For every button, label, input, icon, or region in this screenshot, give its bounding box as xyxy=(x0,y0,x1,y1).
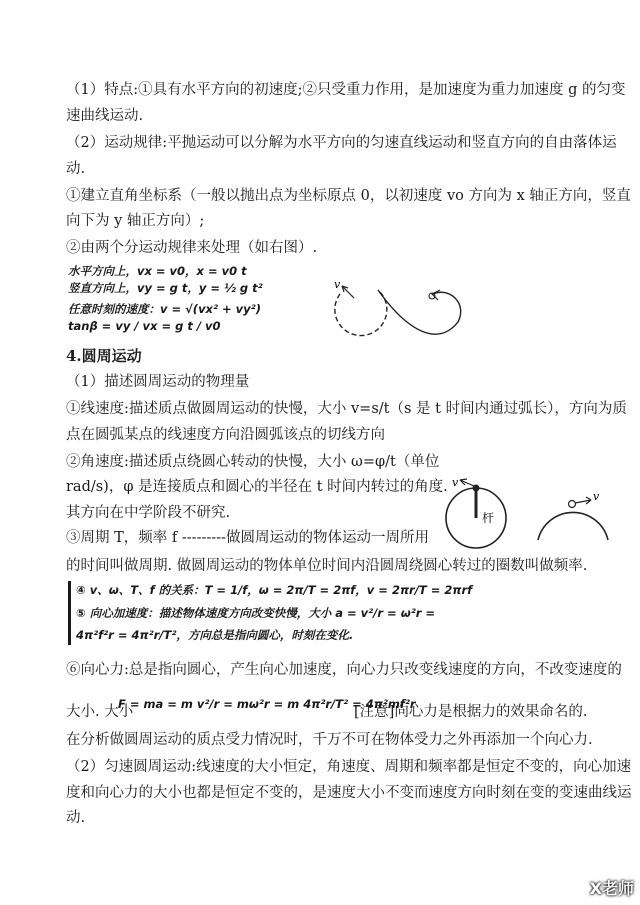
formula-vertical: 竖直方向上，vy = g t，y = ½ g t² xyxy=(68,281,263,295)
text-p3a: ①建立直角坐标系（一般以抛出点为坐标原点 0，以初速度 vo 方向为 x 轴正方向，竖直 xyxy=(66,188,631,204)
arc-velocity-label: v xyxy=(593,490,600,503)
pole-velocity-arrow-icon xyxy=(460,480,474,486)
dashed-circle-path xyxy=(335,290,387,336)
text-c2b: 点在圆弧某点的线速度方向沿圆弧该点的切线方向 xyxy=(66,427,385,443)
text-p1b: 速曲线运动. xyxy=(66,108,144,124)
formula-block-bar xyxy=(68,581,71,645)
text-c6b1: 大小. 大小 xyxy=(66,704,134,720)
text-c7a: （2）匀速圆周运动:线速度的大小恒定，角速度、周期和频率都是恒定不变的，向心加速 xyxy=(66,759,632,775)
formula-speed: 任意时刻的速度：v = √(vx² + vy²) xyxy=(68,302,261,316)
text-c7c: 动. xyxy=(66,810,86,826)
watermark: X老师 xyxy=(589,879,634,898)
text-c6b2: [注意]向心力是根据力的效果命名的. xyxy=(354,704,588,720)
velocity-label-left: v xyxy=(334,278,341,291)
text-p2a: （2）运动规律:平抛运动可以分解为水平方向的匀速直线运动和竖直方向的自由落体运 xyxy=(66,135,617,151)
text-c6a: ⑥向心力:总是指向圆心，产生向心加速度，向心力只改变线速度的方向，不改变速度的 xyxy=(66,662,622,678)
formula-centripetal-accel: ⑤ 向心加速度：描述物体速度方向改变快慢，大小 a = v²/r = ω²r = xyxy=(76,606,436,620)
pole-velocity-label: v xyxy=(452,476,459,489)
text-c3c: 其方向在中学阶段不研究. xyxy=(66,505,231,521)
text-c7b: 度和向心力的大小也都是恒定不变的，是速度大小不变而速度方向时刻在变的变速曲线运 xyxy=(66,785,632,801)
text-c1: （1）描述圆周运动的物理量 xyxy=(66,374,250,390)
formula-centripetal-force: F = ma = m v²/r = mω²r = m 4π²r/T² = 4π²mf²r xyxy=(118,697,416,711)
text-p4: ②由两个分运动规律来处理（如右图）. xyxy=(66,240,318,256)
formula-centripetal-accel-2: 4π²f²r = 4π²r/T²，方向总是指向圆心，时刻在变化. xyxy=(76,628,354,642)
text-c6c: 在分析做圆周运动的质点受力情况时，千万不可在物体受力之外再添加一个向心力. xyxy=(66,732,593,748)
formula-relations: ④ v、ω、T、f 的关系：T = 1/f，ω = 2π/T = 2πf，v = 2πr/T = 2πrf xyxy=(76,583,473,597)
text-c4a: ③周期 T，频率 f ---------做圆周运动的物体运动一周所用 xyxy=(66,530,429,546)
loop-path xyxy=(378,290,461,334)
circular-motion-diagram xyxy=(440,470,610,560)
projectile-diagram xyxy=(328,272,478,347)
pole-label: 杆 xyxy=(482,511,495,525)
text-p2b: 动. xyxy=(66,161,86,177)
text-c4b: 的时间叫做周期. 做圆周运动的物体单位时间内沿圆周绕圆心转过的圈数叫做频率. xyxy=(66,558,588,574)
arc-ball-icon xyxy=(569,501,576,508)
text-c3a: ②角速度:描述质点绕圆心转动的快慢，大小 ω=φ/t（单位 xyxy=(66,454,440,470)
formula-horizontal: 水平方向上，vx = v0，x = v0 t xyxy=(68,264,247,278)
formula-tan: tanβ = vy / vx = g t / v0 xyxy=(68,319,221,333)
text-p3b: 向下为 y 轴正方向）; xyxy=(66,213,205,229)
section-title-circular-motion: 4.圆周运动 xyxy=(66,347,142,365)
text-c3b: rad/s)，φ 是连接质点和圆心的半径在 t 时间内转过的角度. xyxy=(66,479,448,495)
text-c2a: ①线速度:描述质点做圆周运动的快慢，大小 v=s/t（s 是 t 时间内通过弧长），方向为质 xyxy=(66,401,627,417)
semicircle-arc xyxy=(538,512,608,540)
text-p1a: （1）特点:①具有水平方向的初速度;②只受重力作用，是加速度为重力加速度 g 的匀变 xyxy=(66,82,626,98)
